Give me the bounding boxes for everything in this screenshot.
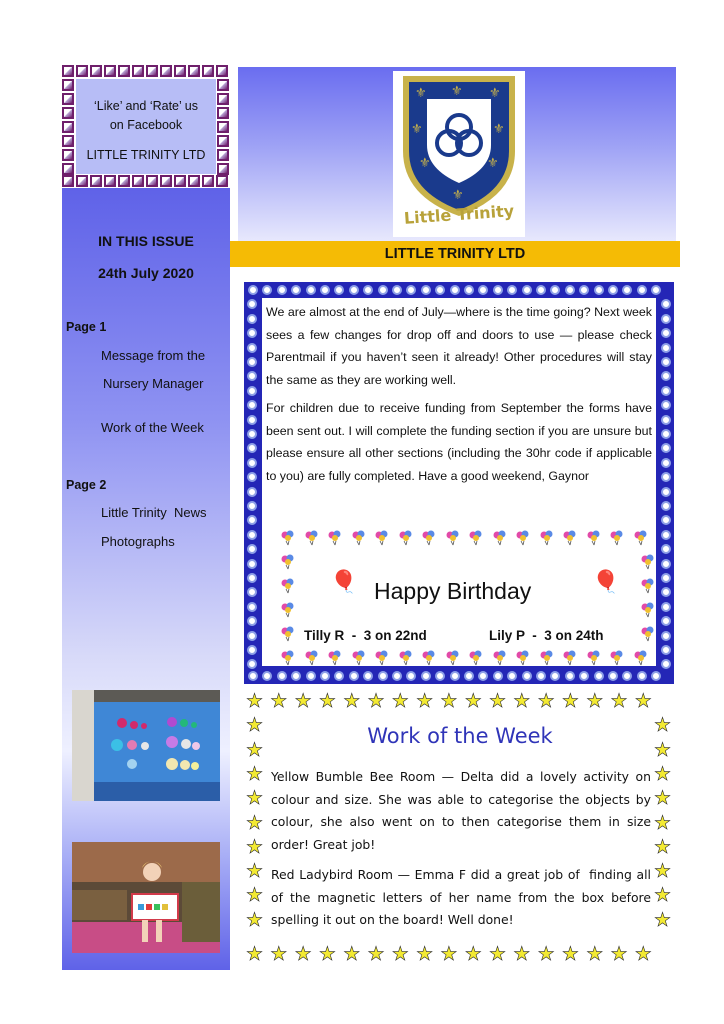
border-star: ★ (270, 943, 288, 965)
border-flower (247, 343, 257, 353)
border-flower (637, 671, 647, 681)
border-star: ★ (513, 690, 531, 712)
border-flower (406, 285, 416, 295)
border-flower (334, 671, 344, 681)
birthday-child-2: Lily P - 3 on 24th (489, 628, 604, 643)
border-star: ★ (654, 787, 672, 810)
border-star: ★ (586, 690, 604, 712)
border-tile (217, 121, 229, 133)
border-flower (579, 285, 589, 295)
facebook-line-3: LITTLE TRINITY LTD (86, 148, 206, 162)
balloon-mark (421, 530, 437, 546)
balloon-mark (351, 530, 367, 546)
border-flower (478, 671, 488, 681)
border-star: ★ (489, 943, 507, 965)
border-flower (507, 671, 517, 681)
border-flower (248, 671, 258, 681)
balloon-mark (327, 530, 343, 546)
border-flower (661, 343, 671, 353)
border-star: ★ (246, 690, 264, 712)
border-star: ★ (246, 811, 264, 834)
border-flower (320, 285, 330, 295)
border-flower (661, 415, 671, 425)
facebook-line-1: ‘Like’ and ‘Rate’ us (94, 99, 198, 113)
border-flower (661, 472, 671, 482)
border-tile (174, 175, 186, 187)
border-flower (363, 671, 373, 681)
balloon-mark (280, 530, 296, 546)
border-flower (247, 299, 257, 309)
balloon-mark (586, 530, 602, 546)
border-tile (216, 65, 228, 77)
border-flower (661, 314, 671, 324)
border-flower (291, 671, 301, 681)
border-flower (637, 285, 647, 295)
border-tile (188, 175, 200, 187)
sidebar-date: 24th July 2020 (98, 265, 194, 281)
border-star: ★ (343, 690, 361, 712)
balloon-mark (304, 530, 320, 546)
border-star: ★ (634, 690, 652, 712)
border-star: ★ (416, 690, 434, 712)
border-flower (247, 659, 257, 669)
balloon-mark (539, 650, 555, 666)
balloon-mark (374, 650, 390, 666)
sidebar-item: Little Trinity News (101, 505, 207, 520)
border-flower (291, 285, 301, 295)
balloon-mark (374, 530, 390, 546)
border-star: ★ (367, 690, 385, 712)
border-star: ★ (561, 943, 579, 965)
border-flower (392, 285, 402, 295)
balloon-mark (445, 530, 461, 546)
border-tile (90, 65, 102, 77)
message-frame (244, 282, 674, 684)
svg-text:⚜: ⚜ (493, 122, 505, 137)
border-tile (62, 135, 74, 147)
work-of-week-paragraph-1: Yellow Bumble Bee Room — Delta did a lovely activity on colour and size. She was able to categorise the objects by colour, she also went on to then categorise them in size order! Great job! (271, 769, 651, 852)
border-flower (661, 328, 671, 338)
balloon-mark (515, 650, 531, 666)
balloon-mark (445, 650, 461, 666)
border-flower (435, 285, 445, 295)
border-flower (651, 285, 661, 295)
border-flower (565, 285, 575, 295)
border-flower (247, 357, 257, 367)
page-title: LITTLE TRINITY LTD (230, 241, 680, 267)
svg-text:⚜: ⚜ (489, 86, 501, 101)
border-star: ★ (654, 714, 672, 737)
border-star: ★ (246, 738, 264, 761)
balloon-mark (562, 650, 578, 666)
border-flower (349, 285, 359, 295)
border-flower (247, 415, 257, 425)
border-flower (661, 443, 671, 453)
facebook-box (62, 65, 230, 188)
border-flower (378, 671, 388, 681)
message-paragraph-1: We are almost at the end of July—where is the time going? Next week sees a few changes for drop off and doors to use — please check Parentmail if you haven’t seen it already! Other procedures will stay the same as they are working well. (266, 305, 652, 387)
border-tile (217, 93, 229, 105)
border-star: ★ (489, 690, 507, 712)
border-tile (90, 175, 102, 187)
border-star: ★ (416, 943, 434, 965)
border-flower (661, 501, 671, 511)
balloon-mark (515, 530, 531, 546)
border-flower (661, 299, 671, 309)
border-star: ★ (246, 835, 264, 858)
border-flower (248, 285, 258, 295)
svg-text:⚜: ⚜ (452, 188, 464, 203)
border-flower (247, 587, 257, 597)
birthday-title: Happy Birthday (374, 578, 532, 604)
border-flower (247, 530, 257, 540)
border-flower (522, 285, 532, 295)
work-of-week-paragraph-2: Red Ladybird Room — Emma F did a great job of finding all of the magnetic letters of her name from the box before spelling it out on the board! Well done! (271, 867, 655, 927)
border-flower (522, 671, 532, 681)
border-tile (118, 65, 130, 77)
border-tile (76, 175, 88, 187)
border-tile (132, 65, 144, 77)
border-flower (661, 645, 671, 655)
balloon-mark (280, 626, 296, 642)
balloon-mark (280, 602, 296, 618)
balloon-mark (398, 530, 414, 546)
border-flower (247, 602, 257, 612)
border-tile (174, 65, 186, 77)
balloon-mark (398, 650, 414, 666)
border-flower (579, 671, 589, 681)
border-tile (62, 175, 74, 187)
border-star: ★ (561, 690, 579, 712)
border-flower (247, 371, 257, 381)
border-tile (217, 163, 229, 175)
sidebar-heading: IN THIS ISSUE (98, 233, 194, 249)
balloon-mark (468, 650, 484, 666)
balloon-mark (633, 650, 649, 666)
border-tile (202, 65, 214, 77)
sidebar-page1-label: Page 1 (66, 320, 107, 334)
border-flower (421, 671, 431, 681)
border-star: ★ (586, 943, 604, 965)
balloon-mark (492, 650, 508, 666)
border-tile (62, 65, 74, 77)
border-star: ★ (343, 943, 361, 965)
border-flower (349, 671, 359, 681)
balloon-mark (609, 650, 625, 666)
border-star: ★ (654, 811, 672, 834)
border-tile (216, 175, 228, 187)
border-flower (421, 285, 431, 295)
border-flower (661, 573, 671, 583)
border-flower (247, 400, 257, 410)
svg-text:⚜: ⚜ (419, 156, 431, 171)
border-flower (536, 671, 546, 681)
facebook-line-2: on Facebook (109, 118, 183, 132)
photo-sorting-activity (72, 690, 220, 801)
border-flower (661, 429, 671, 439)
border-flower (277, 285, 287, 295)
sidebar-item: Nursery Manager (103, 376, 204, 391)
border-star: ★ (294, 943, 312, 965)
border-star: ★ (537, 690, 555, 712)
border-flower (435, 671, 445, 681)
logo-text: Little Trinity (403, 201, 515, 228)
photo-magnetic-letters (72, 842, 220, 953)
border-flower (247, 631, 257, 641)
border-tile (62, 121, 74, 133)
border-star: ★ (654, 835, 672, 858)
balloon-mark (304, 650, 320, 666)
border-star: ★ (654, 762, 672, 785)
border-flower (661, 515, 671, 525)
border-tile (217, 107, 229, 119)
balloon-mark (468, 530, 484, 546)
manager-message (266, 301, 652, 493)
border-flower (594, 671, 604, 681)
balloon-mark (351, 650, 367, 666)
border-flower (450, 285, 460, 295)
border-flower (594, 285, 604, 295)
border-flower (247, 544, 257, 554)
work-of-week-section (244, 690, 676, 966)
border-flower (247, 443, 257, 453)
border-flower (661, 559, 671, 569)
border-star: ★ (440, 690, 458, 712)
border-tile (104, 175, 116, 187)
border-star: ★ (537, 943, 555, 965)
border-star: ★ (654, 860, 672, 883)
border-star: ★ (513, 943, 531, 965)
border-flower (661, 400, 671, 410)
work-of-week-title: Work of the Week (367, 724, 553, 748)
svg-text:⚜: ⚜ (415, 86, 427, 101)
border-flower (247, 386, 257, 396)
border-tile (217, 79, 229, 91)
border-tile (217, 149, 229, 161)
border-star: ★ (391, 690, 409, 712)
border-flower (450, 671, 460, 681)
border-flower (247, 487, 257, 497)
border-star: ★ (464, 690, 482, 712)
sidebar-item: Message from the (101, 348, 206, 363)
border-tile (132, 175, 144, 187)
balloon-mark (562, 530, 578, 546)
border-flower (661, 587, 671, 597)
border-flower (661, 631, 671, 641)
border-flower (247, 616, 257, 626)
border-flower (661, 659, 671, 669)
border-flower (247, 458, 257, 468)
border-flower (661, 616, 671, 626)
border-tile (62, 107, 74, 119)
border-flower (247, 645, 257, 655)
balloon-mark (492, 530, 508, 546)
border-flower (277, 671, 287, 681)
balloon-mark (280, 554, 296, 570)
border-flower (608, 671, 618, 681)
border-tile (146, 175, 158, 187)
border-flower (493, 671, 503, 681)
balloon-mark (421, 650, 437, 666)
sidebar-item: Photographs (101, 534, 175, 549)
border-flower (550, 671, 560, 681)
border-flower (478, 285, 488, 295)
border-tile (217, 135, 229, 147)
border-star: ★ (294, 690, 312, 712)
balloon-mark (280, 650, 296, 666)
border-tile (76, 65, 88, 77)
border-flower (661, 458, 671, 468)
sidebar-page2-label: Page 2 (66, 478, 107, 492)
border-star: ★ (246, 762, 264, 785)
birthday-box (280, 530, 656, 666)
balloon-mark (640, 602, 656, 618)
border-flower (320, 671, 330, 681)
border-flower (464, 285, 474, 295)
border-star: ★ (246, 908, 264, 931)
border-flower (247, 501, 257, 511)
border-flower (493, 285, 503, 295)
svg-text:⚜: ⚜ (411, 122, 423, 137)
border-tile (202, 175, 214, 187)
border-tile (62, 149, 74, 161)
balloon-mark (640, 626, 656, 642)
balloon-mark (586, 650, 602, 666)
svg-text:⚜: ⚜ (451, 84, 463, 99)
border-flower (334, 285, 344, 295)
border-flower (247, 429, 257, 439)
border-flower (661, 602, 671, 612)
border-star: ★ (440, 943, 458, 965)
border-flower (378, 285, 388, 295)
border-star: ★ (654, 884, 672, 907)
border-star: ★ (367, 943, 385, 965)
facebook-box-text (76, 79, 216, 174)
border-flower (565, 671, 575, 681)
border-star: ★ (246, 787, 264, 810)
border-tile (62, 79, 74, 91)
border-tile (118, 175, 130, 187)
border-star: ★ (246, 943, 264, 965)
birthday-child-1: Tilly R - 3 on 22nd (304, 628, 427, 643)
border-flower (262, 671, 272, 681)
border-flower (247, 573, 257, 583)
balloon-mark (640, 578, 656, 594)
border-flower (247, 515, 257, 525)
border-flower (247, 559, 257, 569)
border-flower (651, 671, 661, 681)
border-star: ★ (246, 714, 264, 737)
border-flower (536, 285, 546, 295)
border-star: ★ (391, 943, 409, 965)
balloon-mark (609, 530, 625, 546)
border-tile (62, 163, 74, 175)
border-star: ★ (610, 690, 628, 712)
balloon-mark (327, 650, 343, 666)
border-tile (160, 65, 172, 77)
border-flower (661, 386, 671, 396)
border-star: ★ (318, 943, 336, 965)
border-flower (550, 285, 560, 295)
border-star: ★ (318, 690, 336, 712)
border-flower (247, 328, 257, 338)
balloon-mark (539, 530, 555, 546)
border-star: ★ (654, 908, 672, 931)
border-flower (247, 472, 257, 482)
balloons-icon: 🎈 (592, 570, 620, 595)
logo (393, 71, 525, 237)
border-tile (62, 93, 74, 105)
border-flower (661, 371, 671, 381)
border-star: ★ (634, 943, 652, 965)
border-flower (507, 285, 517, 295)
message-paragraph-2: For children due to receive funding from September the forms have been sent out. I will complete the funding section if you are unsure but please ensure all other sections (including the 30hr code if applicable to you) are fully completed. Have a good weekend, Gaynor (266, 401, 652, 483)
border-flower (464, 671, 474, 681)
border-star: ★ (654, 738, 672, 761)
border-flower (406, 671, 416, 681)
border-flower (622, 671, 632, 681)
border-flower (661, 544, 671, 554)
border-flower (306, 671, 316, 681)
border-flower (392, 671, 402, 681)
border-flower (622, 285, 632, 295)
svg-text:⚜: ⚜ (487, 156, 499, 171)
balloon-mark (640, 554, 656, 570)
border-flower (661, 487, 671, 497)
border-tile (160, 175, 172, 187)
balloon-mark (633, 530, 649, 546)
border-flower (363, 285, 373, 295)
border-flower (661, 530, 671, 540)
border-star: ★ (246, 884, 264, 907)
border-tile (104, 65, 116, 77)
border-star: ★ (464, 943, 482, 965)
border-star: ★ (270, 690, 288, 712)
border-flower (306, 285, 316, 295)
border-flower (661, 357, 671, 367)
border-tile (188, 65, 200, 77)
sidebar-item: Work of the Week (101, 420, 204, 435)
border-star: ★ (610, 943, 628, 965)
balloons-icon: 🎈 (330, 570, 358, 595)
message-panel (262, 298, 656, 666)
border-flower (608, 285, 618, 295)
border-tile (146, 65, 158, 77)
border-flower (247, 314, 257, 324)
border-flower (262, 285, 272, 295)
balloon-mark (280, 578, 296, 594)
border-star: ★ (246, 860, 264, 883)
